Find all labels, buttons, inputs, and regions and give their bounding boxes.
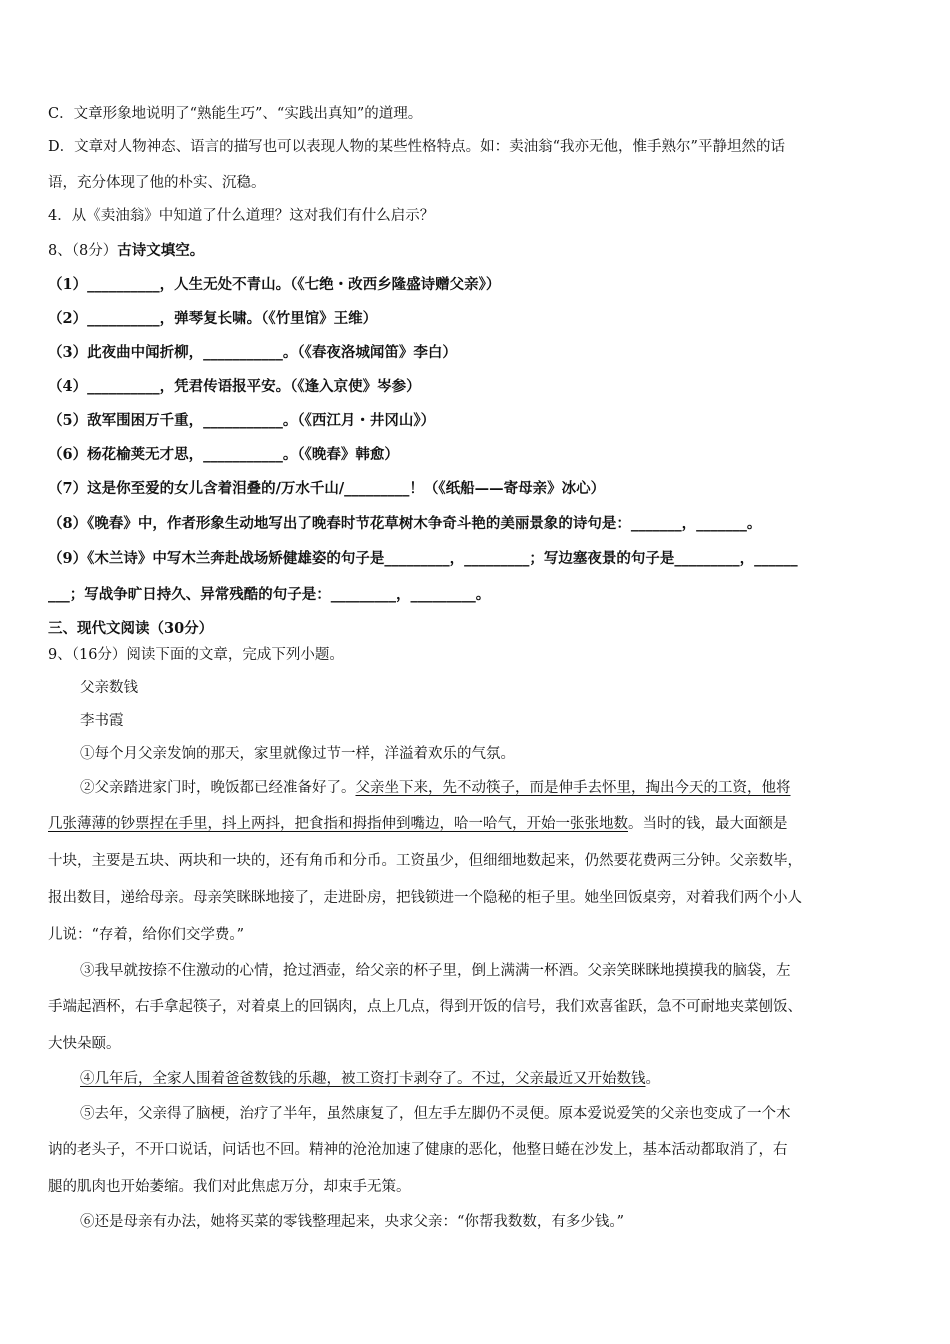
poem-blank-4: （4）__________，凭君传语报平安。（《逢入京使》岑参） [48,378,421,395]
paragraph-2-line2 [48,813,906,835]
paragraph-2-line5: 儿说：“存着，给你们交学费。” [48,927,245,943]
question-4: 4．从《卖油翁》中知道了什么道理？这对我们有什么启示？ [48,208,435,224]
poem-blank-5: （5）敌军围困万千重，___________。（《西江月・井冈山》） [48,412,436,429]
paragraph-5-line3: 腿的肌肉也开始萎缩。我们对此焦虑万分，却束手无策。 [48,1179,411,1195]
option-c: C．文章形象地说明了“熟能生巧”、“实践出真知”的道理。 [48,106,423,122]
article-title: 父亲数钱 [80,680,138,696]
underlined-sentence-part1: 父亲坐下来，先不动筷子，而是伸手去怀里，掏出今天的工资，他将 [355,780,791,796]
paragraph-3-line3: 大快朵颐。 [48,1036,121,1052]
paragraph-6: ⑥还是母亲有办法，她将买菜的零钱整理起来，央求父亲：“你帮我数数，有多少钱。” [80,1214,625,1230]
question-8-heading [48,240,906,262]
poem-blank-9-line2: ___；写战争旷日持久、异常残酷的句子是：_________，_________。 [48,586,491,603]
option-d-line1: D．文章对人物神态、语言的描写也可以表现人物的某些性格特点。如：卖油翁“我亦无他，惟手熟尔”平静坦然的话 [48,139,785,155]
poem-blank-9-line1: （9）《木兰诗》中写木兰奔赴战场矫健雄姿的句子是_________，_________；写边塞夜景的句子是_________，______ [48,550,798,567]
paragraph-3-line1: ③我早就按捺不住激动的心情，抢过酒壶，给父亲的杯子里，倒上满满一杯酒。父亲笑眯眯地摸摸我的脑袋，左 [80,963,791,979]
paragraph-2-line4: 报出数目，递给母亲。母亲笑眯眯地接了，走进卧房，把钱锁进一个隐秘的柜子里。她坐回饭桌旁，对着我们两个小人 [48,890,802,906]
paragraph-5-line1: ⑤去年，父亲得了脑梗，治疗了半年，虽然康复了，但左手左脚仍不灵便。原本爱说爱笑的父亲也变成了一个木 [80,1106,791,1122]
question-8-title: 古诗文填空。 [117,242,205,259]
option-d-line2: 语，充分体现了他的朴实、沉稳。 [48,175,266,191]
paragraph-5-line2: 讷的老头子，不开口说话，问话也不回。精神的沧沧加速了健康的恶化，他整日蜷在沙发上，基本活动都取消了，右 [48,1142,788,1158]
paragraph-1: ①每个月父亲发饷的那天，家里就像过节一样，洋溢着欢乐的气氛。 [80,746,515,762]
poem-blank-8: （8）《晚春》中，作者形象生动地写出了晚春时节花草树木争奇斗艳的美丽景象的诗句是：_______，_______。 [48,515,762,532]
article-author: 李书霞 [80,713,124,729]
poem-blank-1: （1）__________，人生无处不青山。（《七绝・改西乡隆盛诗赠父亲》） [48,276,501,293]
poem-blank-3: （3）此夜曲中闻折柳，___________。（《春夜洛城闻笛》李白） [48,344,457,361]
paragraph-2-line1 [80,777,906,799]
underlined-sentence-part2: 几张薄薄的钞票捏在手里，抖上两抖，把食指和拇指伸到嘴边，哈一哈气，开始一张张地数 [48,816,628,832]
paragraph-2-continue: 。当时的钱，最大面额是 [628,816,788,832]
underlined-sentence-4: ④几年后，全家人围着爸爸数钱的乐趣，被工资打卡剥夺了。不过，父亲最近又开始数钱 [80,1071,646,1087]
paragraph-3-line2: 手端起酒杯，右手拿起筷子，对着桌上的回锅肉，点上几点，得到开饭的信号，我们欢喜雀跃，急不可耐地夹菜刨饭、 [48,999,802,1015]
paragraph-2-line3: 十块，主要是五块、两块和一块的，还有角币和分币。工资虽少，但细细地数起来，仍然要花费两三分钟。父亲数毕， [48,853,802,869]
paragraph-2-start: ②父亲踏进家门时，晚饭都已经准备好了。 [80,780,356,796]
paragraph-4-end: 。 [645,1071,660,1087]
poem-blank-7: （7）这是你至爱的女儿含着泪叠的/万水千山/_________！（《纸船——寄母亲》冰心） [48,480,606,497]
question-9-intro: 9、（16分）阅读下面的文章，完成下列小题。 [48,647,344,663]
paragraph-4 [80,1068,906,1090]
poem-blank-6: （6）杨花榆荚无才思，___________。（《晚春》韩愈） [48,446,399,463]
section-3-heading: 三、现代文阅读（30分） [48,620,214,637]
question-8-number: 8、（8分） [48,243,118,259]
poem-blank-2: （2）__________，弹琴复长啸。（《竹里馆》王维） [48,310,378,327]
